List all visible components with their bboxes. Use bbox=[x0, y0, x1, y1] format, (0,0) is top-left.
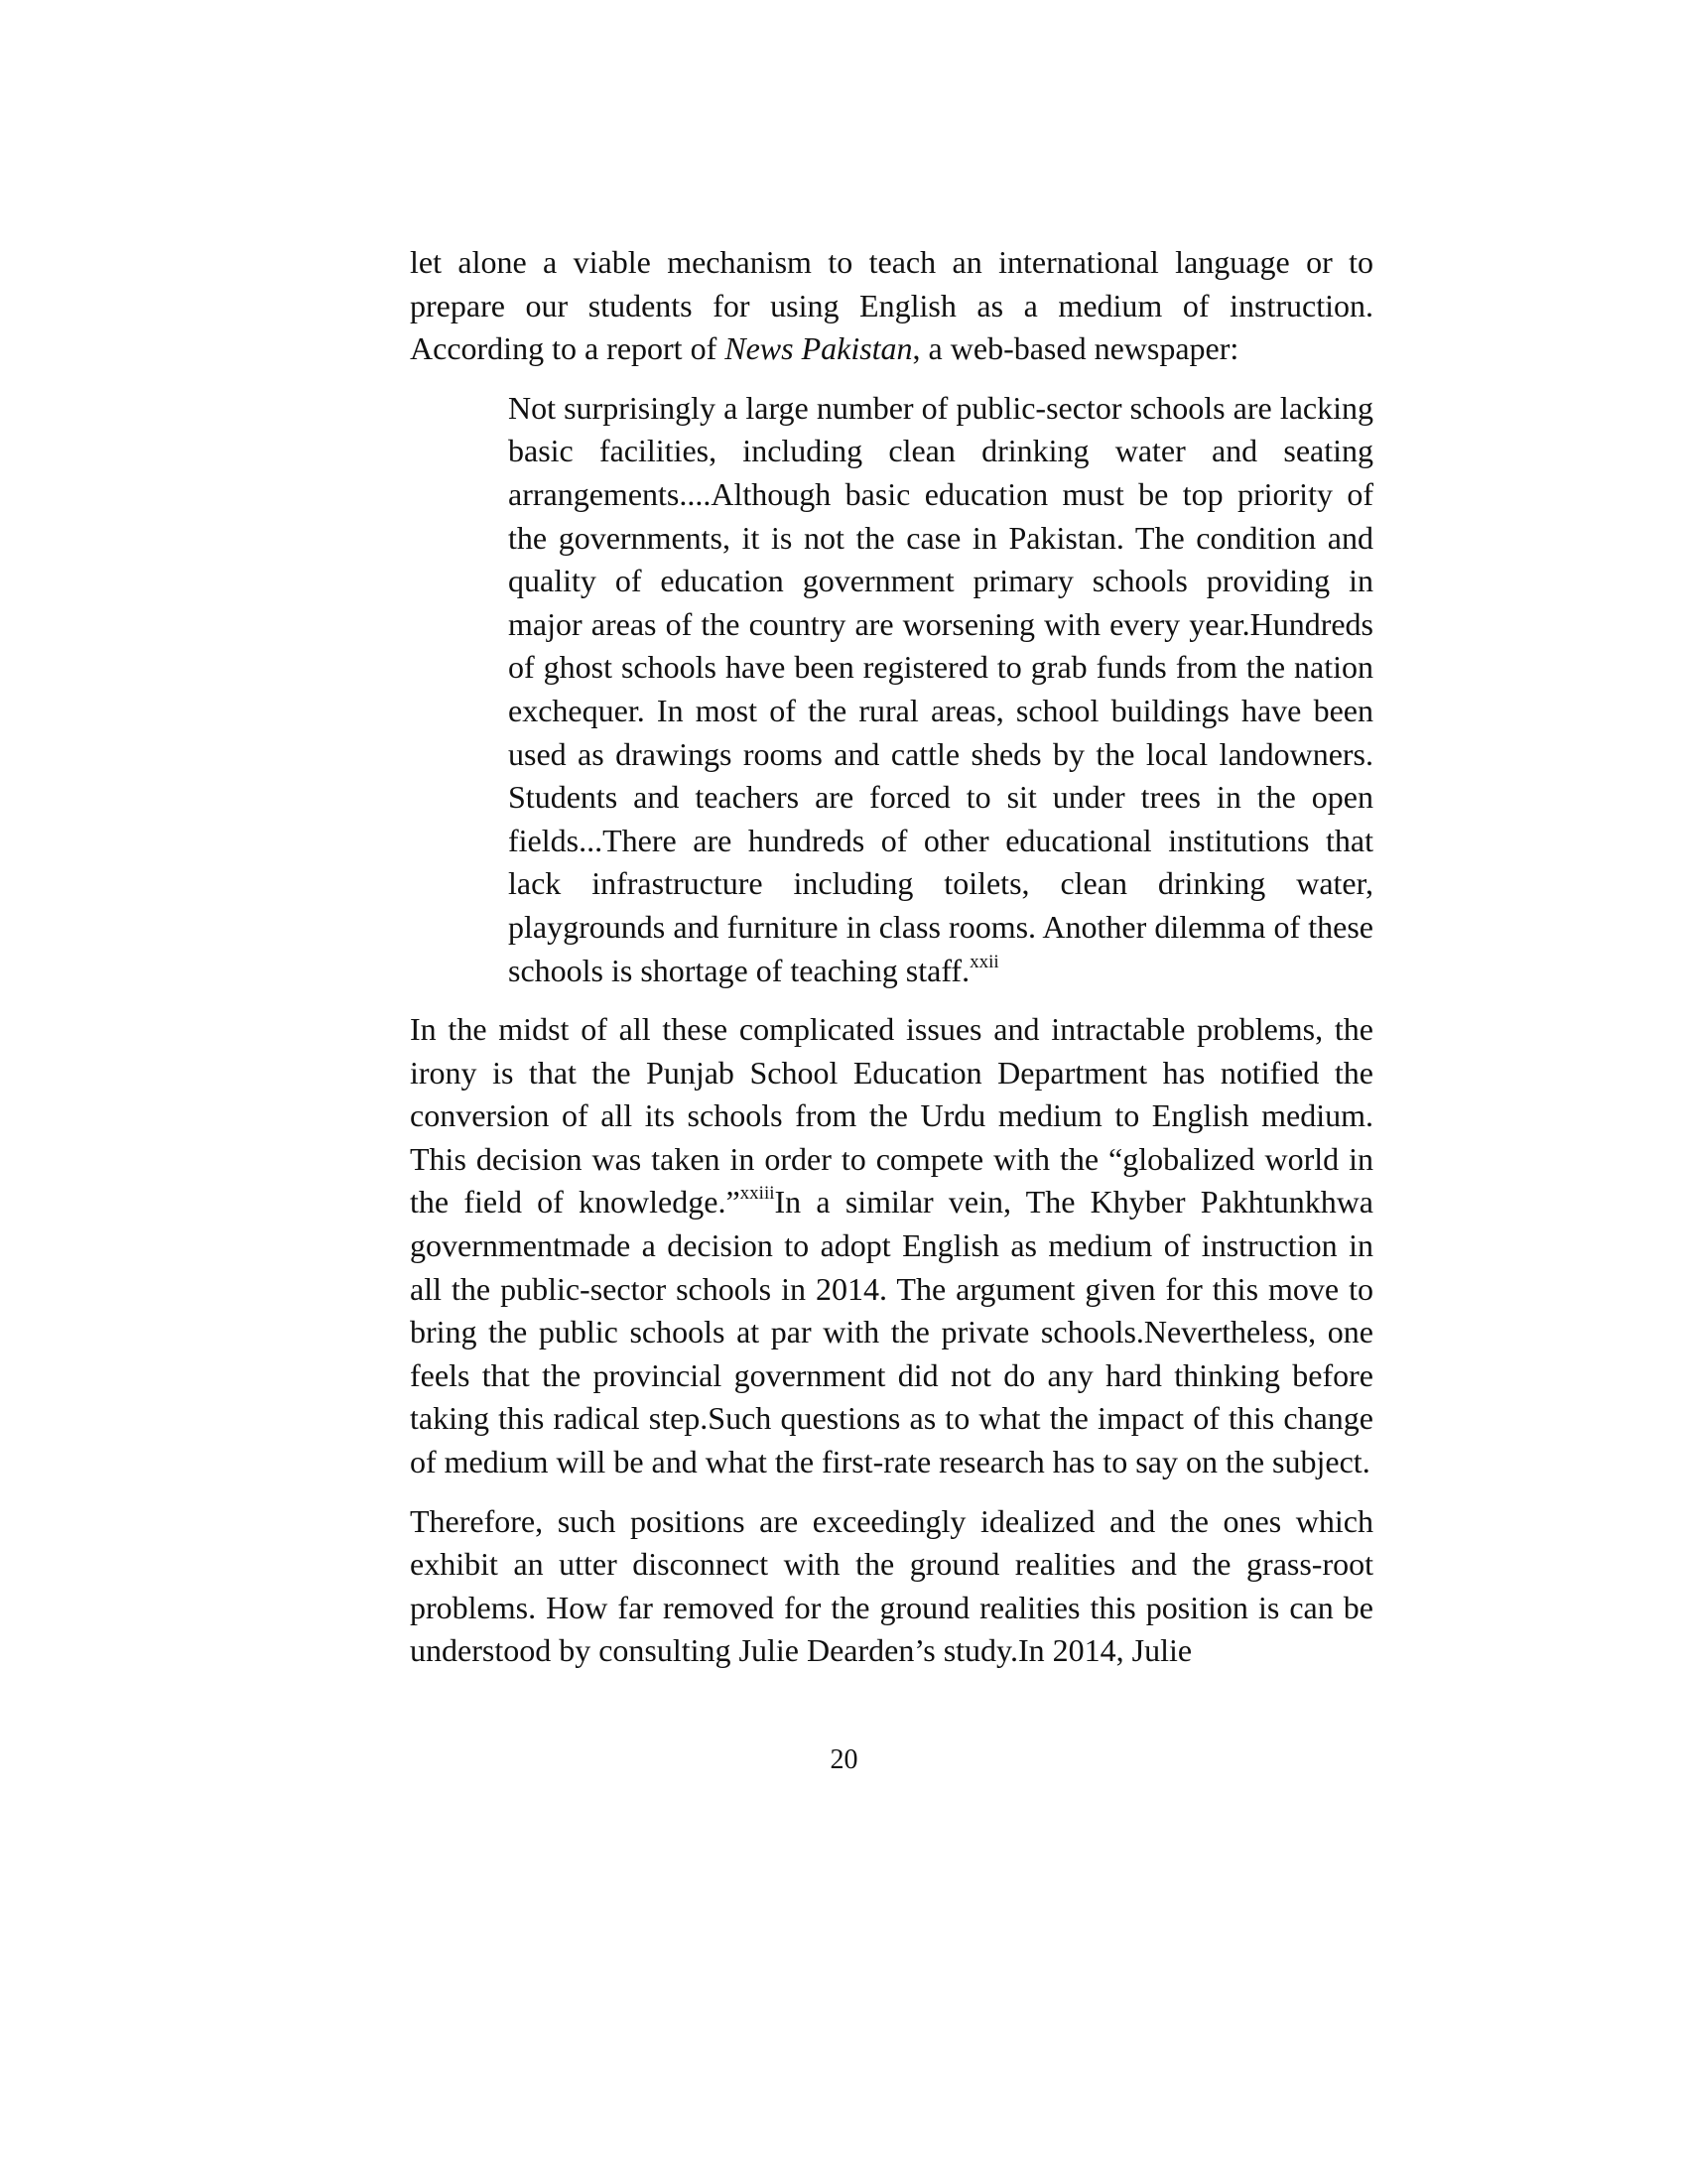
paragraph-medium-policy bbox=[410, 1008, 1373, 1484]
paragraph-medium-policy-text: In the midst of all these complicated issues and intractable problems, the irony is that the Punjab School Education Department has notified the conversion of all its schools from the Urdu medium to English medium. This decision was taken in order to compete with the “globalized world in the field of knowledge.” bbox=[410, 1011, 1373, 1220]
endnote-marker-xxiii: xxiii bbox=[739, 1183, 775, 1205]
paragraph-intro-text: let alone a viable mechanism to teach an international language or to prepare our students for using English as a medium of instruction. According to a report of bbox=[410, 244, 1373, 367]
paragraph-intro-text-end: , a web-based newspaper: bbox=[912, 330, 1239, 367]
body-text bbox=[410, 241, 1373, 1673]
page-number: 20 bbox=[830, 1744, 858, 1775]
paragraph-conclusion bbox=[410, 1500, 1373, 1673]
paragraph-conclusion-text: Therefore, such positions are exceedingly idealized and the ones which exhibit an utter disconnect with the ground realities and the grass-root problems. How far removed for the ground realities this position is can be understood by consulting Julie Dearden’s study.In 2014, Julie bbox=[410, 1502, 1373, 1669]
paragraph-medium-policy-text-end: In a similar vein, The Khyber Pakhtunkhwa governmentmade a decision to adopt English as medium of instruction in all the public-sector schools in 2014. The argument given for this move to bring the public schools at par with the private schools.Nevertheless, one feels that the provincial government did not do any hard thinking before taking this radical step.Such questions as to what the impact of this change of medium will be and what the first-rate research has to say on the subject. bbox=[410, 1184, 1374, 1480]
newspaper-title: News Pakistan bbox=[724, 330, 913, 367]
paragraph-intro bbox=[410, 241, 1373, 371]
endnote-marker-xxii: xxii bbox=[970, 951, 999, 972]
block-quote bbox=[508, 387, 1373, 992]
block-quote-text: Not surprisingly a large number of public-sector schools are lacking basic facilities, including clean drinking water and seating arrangements....Although basic education must be top priority of the governments, it is not the case in Pakistan. The condition and quality of education government primary schools providing in major areas of the country are worsening with every year.Hundreds of ghost schools have been registered to grab funds from the nation exchequer. In most of the rural areas, school buildings have been used as drawings rooms and cattle sheds by the local landowners. Students and teachers are forced to sit under trees in the open fields...There are hundreds of other educational institutions that lack infrastructure including toilets, clean drinking water, playgrounds and furniture in class rooms. Another dilemma of these schools is shortage of teaching staff. bbox=[508, 389, 1373, 988]
